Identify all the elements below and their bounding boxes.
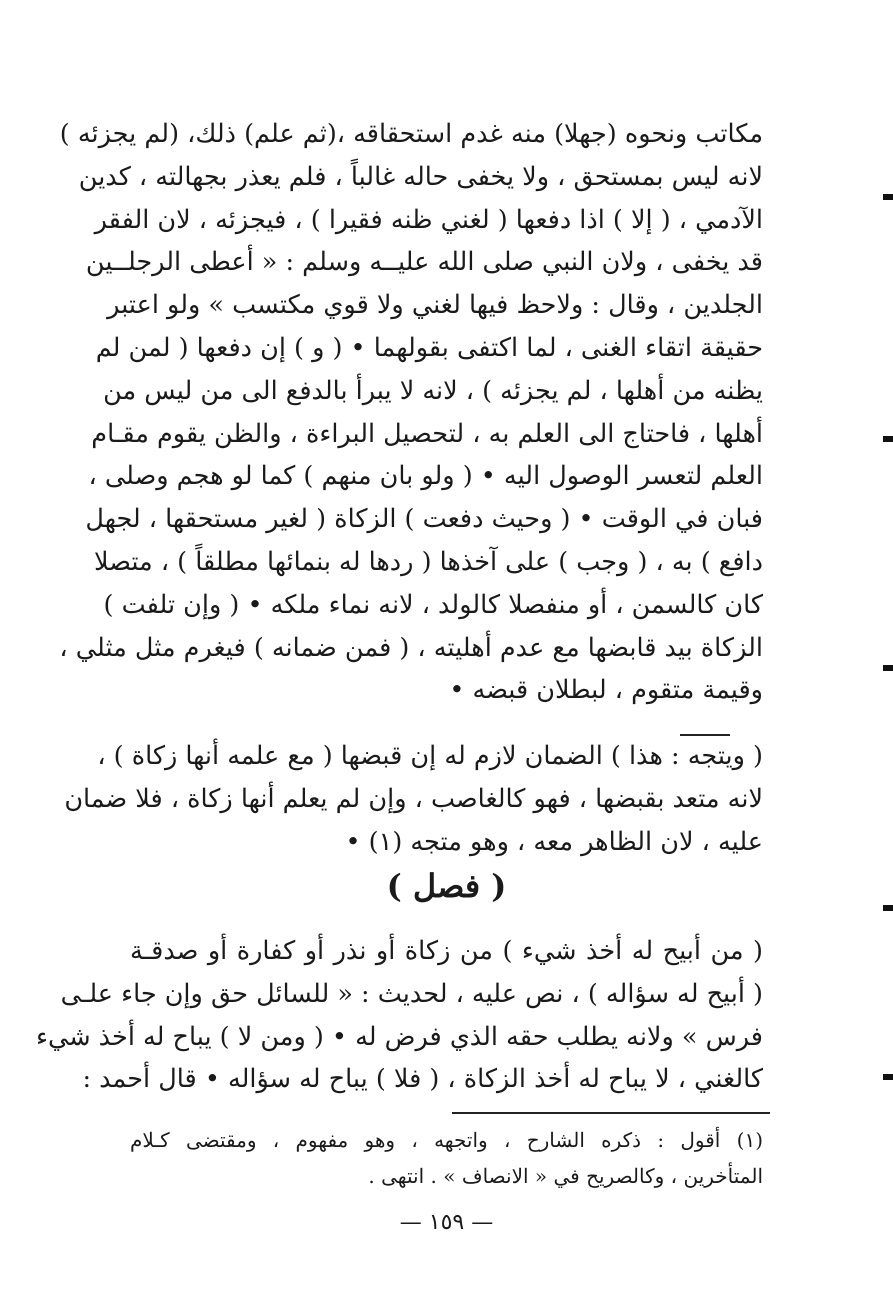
text-line: يظنه من أهلها ، لم يجزئه ) ، لانه لا يبرأ بالدفع الى من ليس من: [103, 375, 763, 406]
text-line: الزكاة بيد قابضها مع عدم أهليته ، ( فمن ضمانه ) فيغرم مثل مثلي ،: [59, 632, 763, 663]
paragraph-3: [35, 930, 763, 1101]
text-line: حقيقة اتقاء الغنى ، لما اكتفى بقولهما • ( و ) إن دفعها ( لمن لم: [95, 332, 763, 363]
margin-mark: [883, 905, 893, 911]
text-line: العلم لتعسر الوصول اليه • ( ولو بان منهم ) كما لو هجم وصلى ،: [88, 461, 763, 492]
section-heading: ( فصل ): [386, 867, 507, 905]
text-line: لانه ليس بمستحق ، ولا يخفى حاله غالباً ، فلم يعذر بجهالته ، كدين: [78, 161, 763, 192]
text-line: الآدمي ، ( إلا ) اذا دفعها ( لغني ظنه فقيرا ) ، فيجزئه ، لان الفقر: [94, 204, 763, 235]
footnote-line: المتأخرين ، وكالصريح في « الانصاف » . انتهى .: [368, 1164, 763, 1188]
text-line: فرس » ولانه يطلب حقه الذي فرض له • ( ومن لا ) يباح له أخذ شيء: [35, 1021, 763, 1052]
paragraph-1: [59, 113, 763, 712]
text-line: كان كالسمن ، أو منفصلا كالولد ، لانه نماء ملكه • ( وإن تلفت ): [103, 589, 763, 620]
margin-mark: [883, 665, 893, 671]
text-line: دافع ) به ، ( وجب ) على آخذها ( ردها له بنمائها مطلقاً ) ، متصلا: [94, 546, 763, 577]
text-line: كالغني ، لا يباح له أخذ الزكاة ، ( فلا ) يباح له سؤاله • قال أحمد :: [82, 1064, 763, 1095]
text-line: لانه متعد بقبضها ، فهو كالغاصب ، وإن لم يعلم أنها زكاة ، فلا ضمان: [64, 783, 763, 814]
page-number: — ١٥٩ —: [399, 1210, 494, 1235]
text-line: ( من أبيح له أخذ شيء ) من زكاة أو نذر أو كفارة أو صدقـة: [130, 936, 763, 966]
text-line: ( أبيح له سؤاله ) ، نص عليه ، لحديث : « للسائل حق وإن جاء علـى: [60, 978, 763, 1009]
footnote-separator: [452, 1112, 770, 1114]
text-line: ( ويتجه : هذا ) الضمان لازم له إن قبضها ( مع علمه أنها زكاة ) ،: [97, 741, 763, 771]
footnote-line: (١) أقول : ذكره الشارح ، واتجهه ، وهو مفهوم ، ومقتضى كـلام: [130, 1128, 763, 1152]
paragraph-2: [64, 735, 763, 863]
text-line: وقيمة متقوم ، لبطلان قبضه •: [449, 675, 763, 706]
margin-mark: [883, 436, 893, 442]
text-line: الجلدين ، وقال : ولاحظ فيها لغني ولا قوي مكتسب » ولو اعتبر: [107, 290, 763, 321]
text-line: قد يخفى ، ولان النبي صلى الله عليــه وسلم : « أعطى الرجلــين: [85, 247, 763, 278]
text-line: أهلها ، فاحتاج الى العلم به ، لتحصيل البراءة ، والظن يقوم مقـام: [91, 418, 763, 449]
text-line: فبان في الوقت • ( وحيث دفعت ) الزكاة ( لغير مستحقها ، لجهل: [85, 504, 763, 535]
footnote: [130, 1122, 763, 1194]
text-line: عليه ، لان الظاهر معه ، وهو متجه (١) •: [345, 826, 763, 857]
margin-mark: [883, 1074, 893, 1080]
margin-mark: [883, 194, 893, 200]
text-line: مكاتب ونحوه (جهلا) منه غدم استحقاقه ،(ثم علم) ذلك، (لم يجزئه ): [59, 119, 763, 149]
